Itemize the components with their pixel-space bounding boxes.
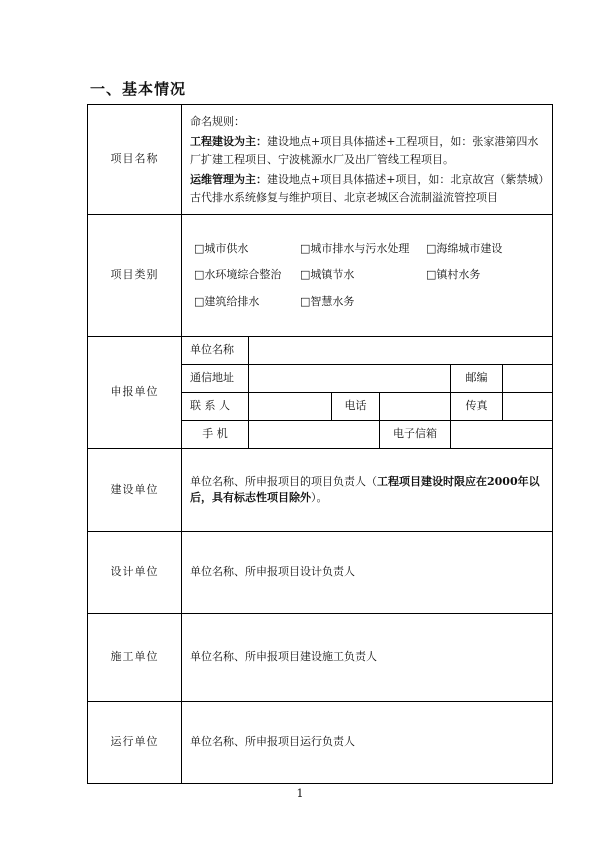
postcode-field[interactable] [503, 365, 553, 393]
design-unit-label: 设计单位 [88, 532, 182, 614]
category-option-urban-drainage[interactable]: □城市排水与污水处理 [300, 241, 410, 255]
project-category-field [182, 215, 553, 337]
category-option-building-drainage[interactable]: □建筑给排水 [194, 294, 260, 308]
address-field[interactable] [249, 365, 451, 393]
email-label: 电子信箱 [380, 421, 451, 449]
mobile-label: 手 机 [182, 421, 249, 449]
row-design-unit [88, 532, 553, 614]
construction-unit-label: 建设单位 [88, 449, 182, 532]
phone-label: 电话 [332, 393, 380, 421]
category-option-water-saving[interactable]: □城镇节水 [300, 268, 355, 282]
email-field[interactable] [451, 421, 553, 449]
row-applicant-unit-name [88, 337, 553, 365]
design-unit-field[interactable]: 单位名称、所申报项目设计负责人 [182, 532, 553, 614]
unit-name-field[interactable] [249, 337, 553, 365]
phone-field[interactable] [380, 393, 451, 421]
row-project-category [88, 215, 553, 337]
basic-info-table [87, 104, 553, 784]
address-label: 通信地址 [182, 365, 249, 393]
project-name-label: 项目名称 [88, 105, 182, 215]
fax-field[interactable] [503, 393, 553, 421]
mobile-field[interactable] [249, 421, 380, 449]
naming-rule-heading: 命名规则： [190, 114, 245, 128]
operation-unit-label: 运行单位 [88, 702, 182, 784]
row-operation-unit [88, 702, 553, 784]
section-title: 一、基本情况 [90, 80, 187, 98]
unit-name-label: 单位名称 [182, 337, 249, 365]
row-build-unit [88, 614, 553, 702]
category-option-sponge-city[interactable]: □海绵城市建设 [426, 241, 503, 255]
operation-unit-field[interactable]: 单位名称、所申报项目运行负责人 [182, 702, 553, 784]
category-option-smart-water[interactable]: □智慧水务 [300, 294, 355, 308]
construction-unit-field[interactable] [182, 449, 553, 532]
postcode-label: 邮编 [451, 365, 503, 393]
contact-label: 联 系 人 [182, 393, 249, 421]
applicant-label: 申报单位 [88, 337, 182, 449]
naming-rule-construction: 工程建设为主：建设地点+项目具体描述+工程项目，如：张家港第四水厂扩建工程项目、宁波桃源水厂及出厂管线工程项目。 [190, 135, 539, 166]
category-option-urban-water-supply[interactable]: □城市供水 [194, 241, 249, 255]
construction-unit-note: 工程项目建设时限应在2000年以后，具有标志性项目除外 [190, 474, 540, 504]
row-project-name [88, 105, 553, 215]
page-number: 1 [296, 787, 304, 800]
project-name-field[interactable] [182, 105, 553, 215]
contact-field[interactable] [249, 393, 332, 421]
naming-rule-operation: 运维管理为主：建设地点+项目具体描述+项目，如：北京故宫（紫禁城）古代排水系统修复与维护项目、北京老城区合流制溢流管控项目 [190, 173, 544, 204]
construction-unit-text: 单位名称、所申报项目的项目负责人（ [190, 474, 377, 488]
project-category-label: 项目类别 [88, 215, 182, 337]
construction-unit-text-end: ）。 [311, 491, 328, 504]
fax-label: 传真 [451, 393, 503, 421]
category-option-rural-water[interactable]: □镇村水务 [426, 268, 481, 282]
row-construction-unit [88, 449, 553, 532]
category-option-water-environment[interactable]: □水环境综合整治 [194, 268, 282, 282]
build-unit-label: 施工单位 [88, 614, 182, 702]
build-unit-field[interactable]: 单位名称、所申报项目建设施工负责人 [182, 614, 553, 702]
